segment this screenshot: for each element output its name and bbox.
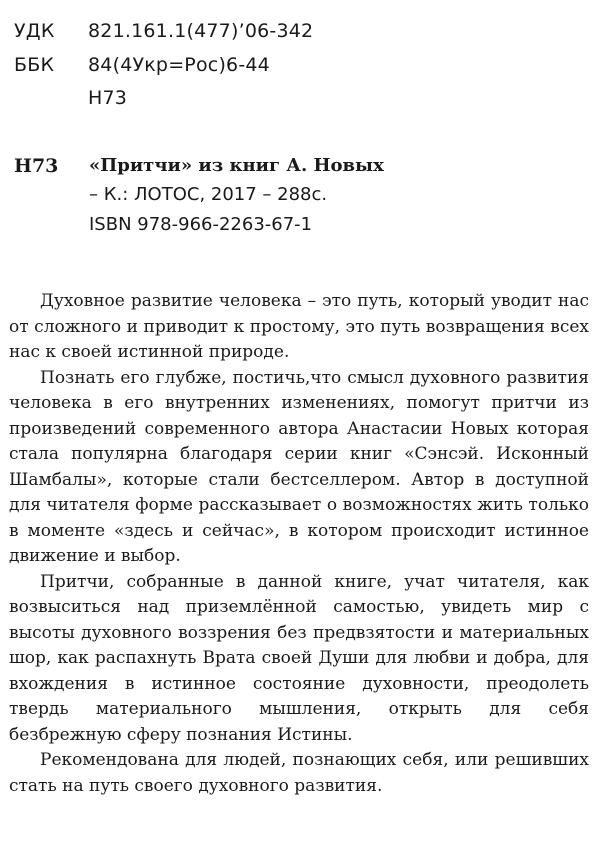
bbk-value: 84(4Укр=Рос)6-44	[88, 54, 270, 76]
annotation-paragraph: Духовное развитие человека – это путь, который уводит нас от сложного и приводит к простому, это путь возвращения всех нас к своей истинной природе.	[9, 291, 589, 362]
isbn: ISBN 978-966-2263-67-1	[89, 214, 313, 235]
book-title: «Притчи» из книг А. Новых	[89, 155, 384, 176]
annotation-paragraph: Рекомендована для людей, познающих себя, или решивших стать на путь своего духовного развития.	[9, 750, 589, 796]
udk-label: УДК	[14, 20, 55, 42]
bbk-row	[14, 54, 270, 76]
bbk-label: ББК	[14, 54, 55, 76]
publication-info: – К.: ЛОТОС, 2017 – 288с.	[89, 184, 328, 205]
annotation-paragraph: Познать его глубже, постичь,что смысл духовного развития человека в его внутренних изменениях, помогут притчи из произведений современного автора Анастасии Новых которая стала популярна благодаря серии книг «Сэнсэй. Исконный Шамбалы», которые стали бестселлером. Автор в доступной для читателя форме рассказывает о возможностях жить только в моменте «здесь и сейчас», в котором происходит истинное движение и выбор.	[9, 367, 589, 566]
udk-value: 821.161.1(477)’06-342	[88, 20, 314, 42]
entry-code: Н73	[14, 155, 59, 177]
udk-row	[14, 20, 313, 42]
annotation-paragraph: Притчи, собранные в данной книге, учат читателя, как возвыситься над приземлённой самостью, увидеть мир с высоты духовного воззрения без предвзятости и материальных шор, как распахнуть Врата своей Души для любви и добра, для вхождения в истинное состояние духовности, преодолеть твердь материального мышления, открыть для себя безбрежную сферу познания Истины.	[9, 571, 589, 745]
author-code: Н73	[88, 87, 128, 109]
annotation	[9, 289, 589, 799]
